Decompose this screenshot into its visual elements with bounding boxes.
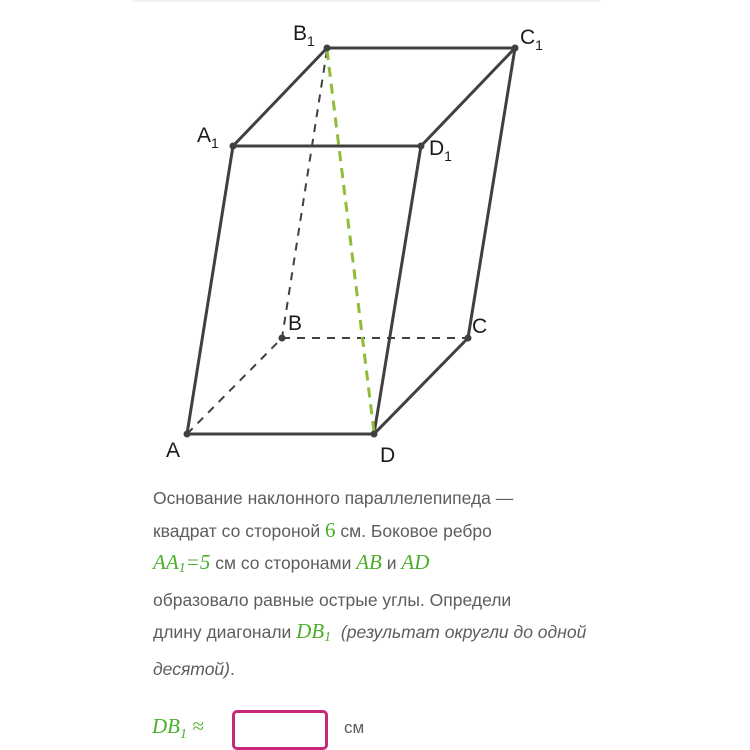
label-d: D bbox=[380, 444, 396, 467]
problem-line-5: длину диагонали bbox=[153, 622, 297, 642]
ab-math: AB bbox=[356, 550, 382, 574]
label-d1: $D_1$ bbox=[429, 137, 452, 164]
answer-input[interactable] bbox=[232, 710, 328, 750]
db1-math: $DB_1$ bbox=[296, 619, 332, 645]
edge-b1-b-hidden bbox=[282, 50, 327, 338]
problem-line-4: образовало равные острые углы. Определи bbox=[153, 589, 512, 610]
vertex-d-point bbox=[371, 431, 378, 438]
problem-text bbox=[153, 483, 603, 685]
vertex-c1-point bbox=[512, 45, 519, 52]
answer-label: $DB_1$ ≈ bbox=[152, 714, 204, 743]
problem-line-3b: и bbox=[381, 553, 402, 573]
ad-math: AD bbox=[401, 550, 430, 574]
edge-a1-a bbox=[187, 146, 233, 434]
label-c: C bbox=[472, 315, 488, 338]
answer-unit: см bbox=[344, 718, 365, 737]
vertex-a1-point bbox=[230, 143, 237, 150]
label-a: A bbox=[166, 439, 181, 462]
problem-line-1: Основание наклонного параллелепипеда — bbox=[153, 488, 514, 508]
label-c1: $C_1$ bbox=[520, 26, 543, 53]
problem-end-period: . bbox=[229, 658, 235, 679]
label-b: B bbox=[288, 312, 303, 335]
rounding-hint: (результат округли до одной десятой) bbox=[153, 622, 587, 679]
label-a1: $A_1$ bbox=[197, 124, 219, 151]
diagonal-db1 bbox=[327, 50, 374, 432]
vertex-b-point bbox=[279, 335, 286, 342]
side-value: 6 bbox=[325, 517, 336, 542]
label-b1: $B_1$ bbox=[293, 22, 315, 49]
answer-row bbox=[152, 708, 602, 743]
vertex-d1-point bbox=[418, 143, 425, 150]
problem-line-3a: см со сторонами bbox=[210, 553, 357, 573]
problem-line-2b: см. Боковое ребро bbox=[335, 520, 492, 541]
vertex-c-point bbox=[465, 335, 472, 342]
problem-line-2a: квадрат со стороной bbox=[153, 520, 326, 541]
edge-d1-d bbox=[374, 146, 421, 434]
edge-aa1-math: $AA_1=5$ bbox=[153, 550, 211, 576]
vertex-a-point bbox=[184, 431, 191, 438]
edge-a1-b1 bbox=[233, 48, 327, 146]
vertex-b1-point bbox=[324, 45, 331, 52]
